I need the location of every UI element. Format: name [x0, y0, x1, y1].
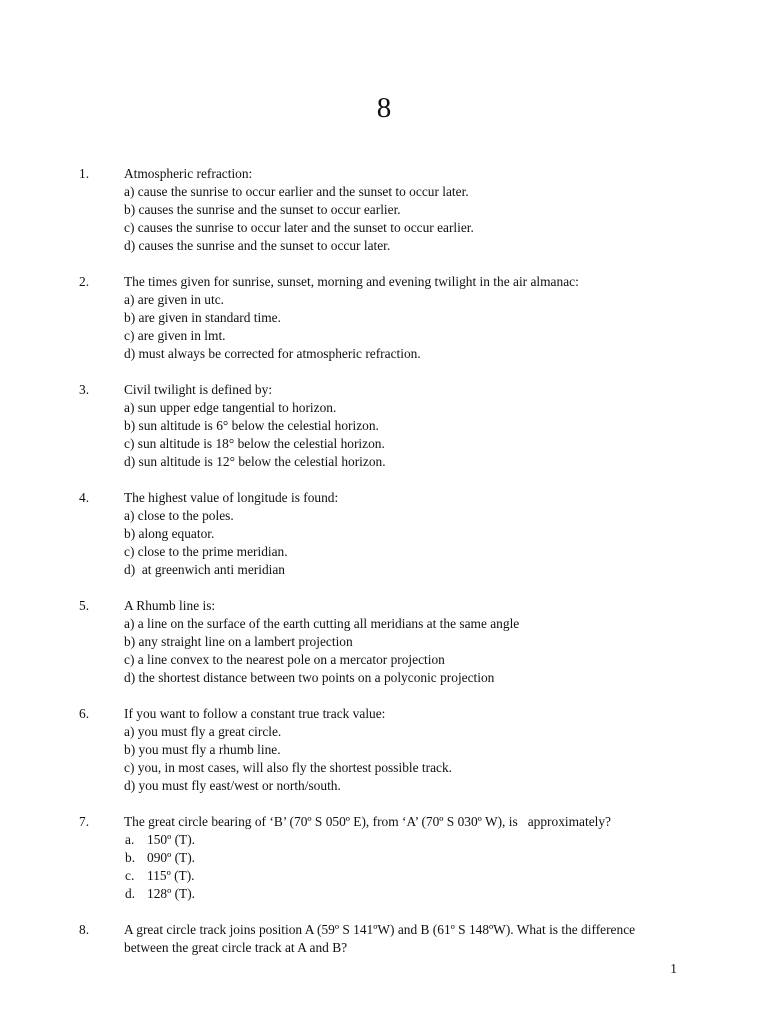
question-text: The highest value of longitude is found: — [124, 490, 339, 505]
question-3 — [0, 381, 768, 471]
answer-option-d: d) must always be corrected for atmospheric refraction. — [124, 346, 421, 361]
answer-option-b: b) along equator. — [124, 526, 215, 541]
option-text: 115º (T). — [147, 868, 195, 883]
answer-option-d — [124, 885, 694, 903]
question-1 — [0, 165, 768, 255]
answer-option-a — [124, 831, 694, 849]
option-letter: b. — [125, 850, 136, 865]
answer-option-d: d) sun altitude is 12° below the celestial horizon. — [124, 454, 386, 469]
question-text: Civil twilight is defined by: — [124, 382, 273, 397]
question-number: 5. — [79, 598, 90, 613]
answer-option-a: a) close to the poles. — [124, 508, 234, 523]
question-body — [124, 921, 644, 957]
answer-option-c: c) you, in most cases, will also fly the shortest possible track. — [124, 760, 453, 775]
question-6 — [0, 705, 768, 795]
option-text: 090º (T). — [147, 850, 196, 865]
answer-option-d: d) causes the sunrise and the sunset to occur later. — [124, 238, 391, 253]
answer-option-a: a) sun upper edge tangential to horizon. — [124, 400, 337, 415]
option-letter: a. — [125, 832, 135, 847]
answer-option-c — [124, 867, 694, 885]
question-body — [124, 489, 684, 579]
question-text: A great circle track joins position A (59º S 141ºW) and B (61º S 148ºW). What is the difference between the great circle track at A and B? — [124, 922, 636, 955]
chapter-number: 8 — [376, 92, 392, 124]
question-number: 1. — [79, 166, 90, 181]
question-5 — [0, 597, 768, 687]
answer-option-b — [124, 849, 694, 867]
option-letter: d. — [125, 886, 136, 901]
answer-option-b: b) are given in standard time. — [124, 310, 281, 325]
question-text: The great circle bearing of ‘B’ (70º S 050º E), from ‘A’ (70º S 030º W), is approximately? — [124, 814, 611, 829]
question-body — [124, 273, 684, 363]
question-number: 6. — [79, 706, 90, 721]
answer-option-b: b) any straight line on a lambert projection — [124, 634, 353, 649]
question-4 — [0, 489, 768, 579]
answer-option-b: b) you must fly a rhumb line. — [124, 742, 281, 757]
answer-option-b: b) sun altitude is 6° below the celestial horizon. — [124, 418, 379, 433]
question-number: 7. — [79, 814, 90, 829]
question-body — [124, 165, 684, 255]
answer-option-b: b) causes the sunrise and the sunset to occur earlier. — [124, 202, 401, 217]
answer-option-list — [124, 831, 694, 903]
question-text: If you want to follow a constant true track value: — [124, 706, 386, 721]
answer-option-c: c) a line convex to the nearest pole on a mercator projection — [124, 652, 445, 667]
answer-option-c: c) are given in lmt. — [124, 328, 226, 343]
answer-option-d: d) at greenwich anti meridian — [124, 562, 285, 577]
answer-option-a: a) you must fly a great circle. — [124, 724, 282, 739]
answer-option-d: d) you must fly east/west or north/south. — [124, 778, 341, 793]
question-7 — [0, 813, 768, 903]
answer-option-c: c) sun altitude is 18° below the celestial horizon. — [124, 436, 385, 451]
question-text: Atmospheric refraction: — [124, 166, 253, 181]
option-letter: c. — [125, 868, 135, 883]
question-body — [124, 381, 684, 471]
page-number: 1 — [670, 961, 677, 976]
question-number: 8. — [79, 922, 90, 937]
answer-option-c: c) close to the prime meridian. — [124, 544, 288, 559]
question-number: 3. — [79, 382, 90, 397]
question-text: A Rhumb line is: — [124, 598, 216, 613]
answer-option-a: a) cause the sunrise to occur earlier and the sunset to occur later. — [124, 184, 469, 199]
question-number: 4. — [79, 490, 90, 505]
answer-option-d: d) the shortest distance between two points on a polyconic projection — [124, 670, 495, 685]
option-text: 150º (T). — [147, 832, 196, 847]
question-number: 2. — [79, 274, 90, 289]
answer-option-c: c) causes the sunrise to occur later and the sunset to occur earlier. — [124, 220, 474, 235]
option-text: 128º (T). — [147, 886, 196, 901]
answer-option-a: a) a line on the surface of the earth cutting all meridians at the same angle — [124, 616, 520, 631]
question-text: The times given for sunrise, sunset, morning and evening twilight in the air almanac: — [124, 274, 579, 289]
question-list — [0, 165, 768, 975]
question-2 — [0, 273, 768, 363]
question-body — [124, 597, 684, 687]
answer-option-a: a) are given in utc. — [124, 292, 225, 307]
question-body — [124, 813, 694, 903]
question-8 — [0, 921, 768, 957]
question-body — [124, 705, 684, 795]
